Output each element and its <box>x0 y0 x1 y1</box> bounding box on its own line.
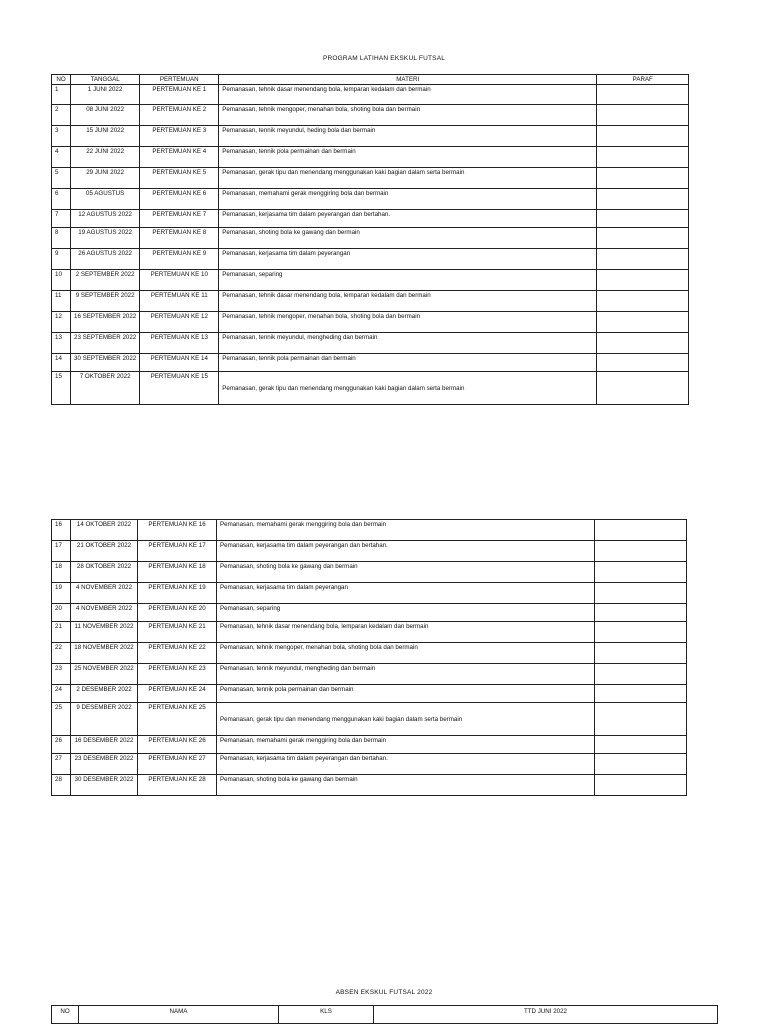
header-materi: MATERI <box>219 75 597 85</box>
row-pertemuan: PERTEMUAN KE 9 <box>140 249 219 270</box>
row-paraf <box>597 372 689 405</box>
row-date: 11 NOVEMBER 2022 <box>71 622 138 643</box>
absen-header-ttd: TTD JUNI 2022 <box>374 1006 718 1024</box>
table-row <box>52 333 689 354</box>
row-no: 3 <box>52 126 71 147</box>
row-paraf <box>597 249 689 270</box>
row-date: 4 NOVEMBER 2022 <box>71 604 138 622</box>
row-no: 26 <box>52 736 71 754</box>
row-pertemuan: PERTEMUAN KE 4 <box>140 147 219 168</box>
row-no: 23 <box>52 664 71 685</box>
row-date: 29 JUNI 2022 <box>71 168 140 189</box>
absen-header-row <box>52 1006 718 1024</box>
row-materi: Pemanasan, gerak tipu dan menendang menggunakan kaki bagian dalam serta bermain <box>217 703 595 736</box>
row-paraf <box>595 604 687 622</box>
row-pertemuan: PERTEMUAN KE 10 <box>140 270 219 291</box>
table-row <box>52 147 689 168</box>
row-date: 26 AGUSTUS 2022 <box>71 249 140 270</box>
row-materi: Pemanasan, kerjasama tim dalam peyerangan dan bertahan. <box>217 541 595 562</box>
row-materi: Pemanasan, separing <box>217 604 595 622</box>
row-no: 13 <box>52 333 71 354</box>
row-paraf <box>597 105 689 126</box>
row-materi: Pemanasan, kerjasama tim dalam peyerangan <box>219 249 597 270</box>
absen-header-no: NO <box>52 1006 79 1024</box>
row-date: 25 NOVEMBER 2022 <box>71 664 138 685</box>
row-pertemuan: PERTEMUAN KE 3 <box>140 126 219 147</box>
row-materi: Pemanasan, tehnik mengoper, menahan bola, shoting bola dan bermain <box>219 312 597 333</box>
row-pertemuan: PERTEMUAN KE 8 <box>140 228 219 249</box>
row-materi: Pemanasan, tennik meyundul, heding bola dan bermain <box>219 126 597 147</box>
row-no: 15 <box>52 372 71 405</box>
row-date: 08 JUNI 2022 <box>71 105 140 126</box>
row-materi: Pemanasan, gerak tipu dan menendang menggunakan kaki bagian dalam serta bermain <box>219 372 597 405</box>
row-paraf <box>595 685 687 703</box>
row-date: 9 DESEMBER 2022 <box>71 703 138 736</box>
row-no: 20 <box>52 604 71 622</box>
row-pertemuan: PERTEMUAN KE 18 <box>138 562 217 583</box>
table-row <box>52 685 687 703</box>
header-paraf: PARAF <box>597 75 689 85</box>
row-no: 10 <box>52 270 71 291</box>
row-pertemuan: PERTEMUAN KE 1 <box>140 85 219 105</box>
row-paraf <box>597 168 689 189</box>
table-row <box>52 643 687 664</box>
row-date: 1 JUNI 2022 <box>71 85 140 105</box>
program-title: PROGRAM LATIHAN EKSKUL FUTSAL <box>322 55 446 62</box>
row-pertemuan: PERTEMUAN KE 28 <box>138 775 217 796</box>
row-no: 25 <box>52 703 71 736</box>
row-pertemuan: PERTEMUAN KE 17 <box>138 541 217 562</box>
row-materi: Pemanasan, tehnik mengoper, menahan bola, shoting bola dan bermain <box>217 643 595 664</box>
row-pertemuan: PERTEMUAN KE 15 <box>140 372 219 405</box>
row-pertemuan: PERTEMUAN KE 5 <box>140 168 219 189</box>
program-table-page2 <box>51 519 687 796</box>
row-date: 05 AGUSTUS <box>71 189 140 210</box>
header-no: NO <box>52 75 71 85</box>
table-row <box>52 126 689 147</box>
table-row <box>52 210 689 228</box>
row-date: 12 AGUSTUS 2022 <box>71 210 140 228</box>
row-pertemuan: PERTEMUAN KE 25 <box>138 703 217 736</box>
absen-table <box>51 1005 718 1024</box>
row-materi: Pemanasan, shoting bola ke gawang dan bermain <box>217 562 595 583</box>
table-row <box>52 168 689 189</box>
row-materi: Pemanasan, tennik pola permainan dan bermain <box>219 354 597 372</box>
row-paraf <box>597 210 689 228</box>
table-row <box>52 541 687 562</box>
row-paraf <box>597 147 689 168</box>
row-date: 7 OKTOBER 2022 <box>71 372 140 405</box>
row-pertemuan: PERTEMUAN KE 26 <box>138 736 217 754</box>
table-row <box>52 85 689 105</box>
table-row <box>52 520 687 541</box>
table-row <box>52 249 689 270</box>
row-paraf <box>595 754 687 775</box>
row-materi: Pemanasan, tennik pola permainan dan bermain <box>217 685 595 703</box>
table-row <box>52 228 689 249</box>
row-pertemuan: PERTEMUAN KE 12 <box>140 312 219 333</box>
row-date: 23 SEPTEMBER 2022 <box>71 333 140 354</box>
table-row <box>52 664 687 685</box>
row-materi: Pemanasan, shoting bola ke gawang dan bermain <box>217 775 595 796</box>
row-no: 17 <box>52 541 71 562</box>
row-date: 23 DESEMBER 2022 <box>71 754 138 775</box>
row-no: 6 <box>52 189 71 210</box>
row-paraf <box>595 643 687 664</box>
row-paraf <box>595 775 687 796</box>
row-paraf <box>595 703 687 736</box>
row-no: 27 <box>52 754 71 775</box>
row-no: 1 <box>52 85 71 105</box>
row-no: 14 <box>52 354 71 372</box>
row-paraf <box>595 541 687 562</box>
table-row <box>52 354 689 372</box>
row-materi: Pemanasan, tennik meyundul, mengheding dan bermain <box>217 664 595 685</box>
row-no: 2 <box>52 105 71 126</box>
table-row <box>52 754 687 775</box>
table-row <box>52 291 689 312</box>
row-date: 18 NOVEMBER 2022 <box>71 643 138 664</box>
row-materi: Pemanasan, tehnik mengoper, menahan bola, shoting bola dan bermain <box>219 105 597 126</box>
table-row <box>52 583 687 604</box>
row-materi: Pemanasan, gerak tipu dan menendang menggunakan kaki bagian dalam serta bermain <box>219 168 597 189</box>
row-no: 21 <box>52 622 71 643</box>
row-date: 9 SEPTEMBER 2022 <box>71 291 140 312</box>
row-date: 30 DESEMBER 2022 <box>71 775 138 796</box>
row-materi: Pemanasan, kerjasama tim dalam peyerangan <box>217 583 595 604</box>
row-paraf <box>595 622 687 643</box>
table-header-row <box>52 75 689 85</box>
table-row <box>52 312 689 333</box>
row-paraf <box>595 562 687 583</box>
row-no: 11 <box>52 291 71 312</box>
row-date: 28 OKTOBER 2022 <box>71 562 138 583</box>
row-pertemuan: PERTEMUAN KE 20 <box>138 604 217 622</box>
row-pertemuan: PERTEMUAN KE 27 <box>138 754 217 775</box>
row-pertemuan: PERTEMUAN KE 21 <box>138 622 217 643</box>
row-pertemuan: PERTEMUAN KE 22 <box>138 643 217 664</box>
row-paraf <box>597 189 689 210</box>
row-paraf <box>597 228 689 249</box>
row-materi: Pemanasan, tehnik dasar menendang bola, lemparan kedalam dan bermain <box>217 622 595 643</box>
row-paraf <box>597 354 689 372</box>
table-row <box>52 622 687 643</box>
row-pertemuan: PERTEMUAN KE 23 <box>138 664 217 685</box>
row-pertemuan: PERTEMUAN KE 24 <box>138 685 217 703</box>
row-date: 30 SEPTEMBER 2022 <box>71 354 140 372</box>
header-tanggal: TANGGAL <box>71 75 140 85</box>
row-pertemuan: PERTEMUAN KE 2 <box>140 105 219 126</box>
row-date: 4 NOVEMBER 2022 <box>71 583 138 604</box>
table-row <box>52 105 689 126</box>
table-row <box>52 270 689 291</box>
row-pertemuan: PERTEMUAN KE 19 <box>138 583 217 604</box>
row-materi: Pemanasan, separing <box>219 270 597 291</box>
row-no: 9 <box>52 249 71 270</box>
row-no: 19 <box>52 583 71 604</box>
row-paraf <box>595 583 687 604</box>
table-row <box>52 372 689 405</box>
row-materi: Pemanasan, kerjasama tim dalam peyerangan dan bertahan. <box>217 754 595 775</box>
row-paraf <box>597 333 689 354</box>
row-pertemuan: PERTEMUAN KE 11 <box>140 291 219 312</box>
row-materi: Pemanasan, tehnik dasar menendang bola, lemparan kedalam dan bermain <box>219 291 597 312</box>
row-paraf <box>595 664 687 685</box>
table-row <box>52 703 687 736</box>
row-pertemuan: PERTEMUAN KE 14 <box>140 354 219 372</box>
header-pertemuan: PERTEMUAN <box>140 75 219 85</box>
row-no: 4 <box>52 147 71 168</box>
row-paraf <box>597 85 689 105</box>
row-materi: Pemanasan, kerjasama tim dalam peyerangan dan bertahan. <box>219 210 597 228</box>
row-date: 2 DESEMBER 2022 <box>71 685 138 703</box>
table-row <box>52 562 687 583</box>
row-paraf <box>597 312 689 333</box>
row-paraf <box>595 736 687 754</box>
absen-title: ABSEN EKSKUL FUTSAL 2022 <box>335 989 433 996</box>
absen-header-kls: KLS <box>279 1006 374 1024</box>
row-no: 7 <box>52 210 71 228</box>
absen-header-nama: NAMA <box>79 1006 279 1024</box>
row-paraf <box>595 520 687 541</box>
table-row <box>52 736 687 754</box>
row-materi: Pemanasan, tehnik dasar menendang bola, lemparan kedalam dan bermain <box>219 85 597 105</box>
row-materi: Pemanasan, memahami gerak menggiring bola dan bermain <box>219 189 597 210</box>
row-no: 16 <box>52 520 71 541</box>
row-pertemuan: PERTEMUAN KE 7 <box>140 210 219 228</box>
row-paraf <box>597 291 689 312</box>
row-no: 22 <box>52 643 71 664</box>
row-paraf <box>597 126 689 147</box>
row-date: 19 AGUSTUS 2022 <box>71 228 140 249</box>
row-materi: Pemanasan, memahami gerak menggiring bola dan bermain <box>217 736 595 754</box>
program-table-page1 <box>51 74 689 405</box>
row-date: 16 SEPTEMBER 2022 <box>71 312 140 333</box>
table-row <box>52 604 687 622</box>
row-date: 2 SEPTEMBER 2022 <box>71 270 140 291</box>
row-pertemuan: PERTEMUAN KE 16 <box>138 520 217 541</box>
row-date: 21 OKTOBER 2022 <box>71 541 138 562</box>
row-date: 22 JUNI 2022 <box>71 147 140 168</box>
table-row <box>52 775 687 796</box>
row-date: 14 OKTOBER 2022 <box>71 520 138 541</box>
row-paraf <box>597 270 689 291</box>
row-no: 18 <box>52 562 71 583</box>
row-materi: Pemanasan, shoting bola ke gawang dan bermain <box>219 228 597 249</box>
row-no: 12 <box>52 312 71 333</box>
row-materi: Pemanasan, memahami gerak menggiring bola dan bermain <box>217 520 595 541</box>
row-no: 28 <box>52 775 71 796</box>
row-materi: Pemanasan, tennik pola permainan dan bermain <box>219 147 597 168</box>
table-row <box>52 189 689 210</box>
row-date: 16 DESEMBER 2022 <box>71 736 138 754</box>
row-date: 15 JUNI 2022 <box>71 126 140 147</box>
row-materi: Pemanasan, tennik meyundul, mengheding dan bermain <box>219 333 597 354</box>
row-no: 8 <box>52 228 71 249</box>
row-pertemuan: PERTEMUAN KE 6 <box>140 189 219 210</box>
row-no: 5 <box>52 168 71 189</box>
row-pertemuan: PERTEMUAN KE 13 <box>140 333 219 354</box>
row-no: 24 <box>52 685 71 703</box>
